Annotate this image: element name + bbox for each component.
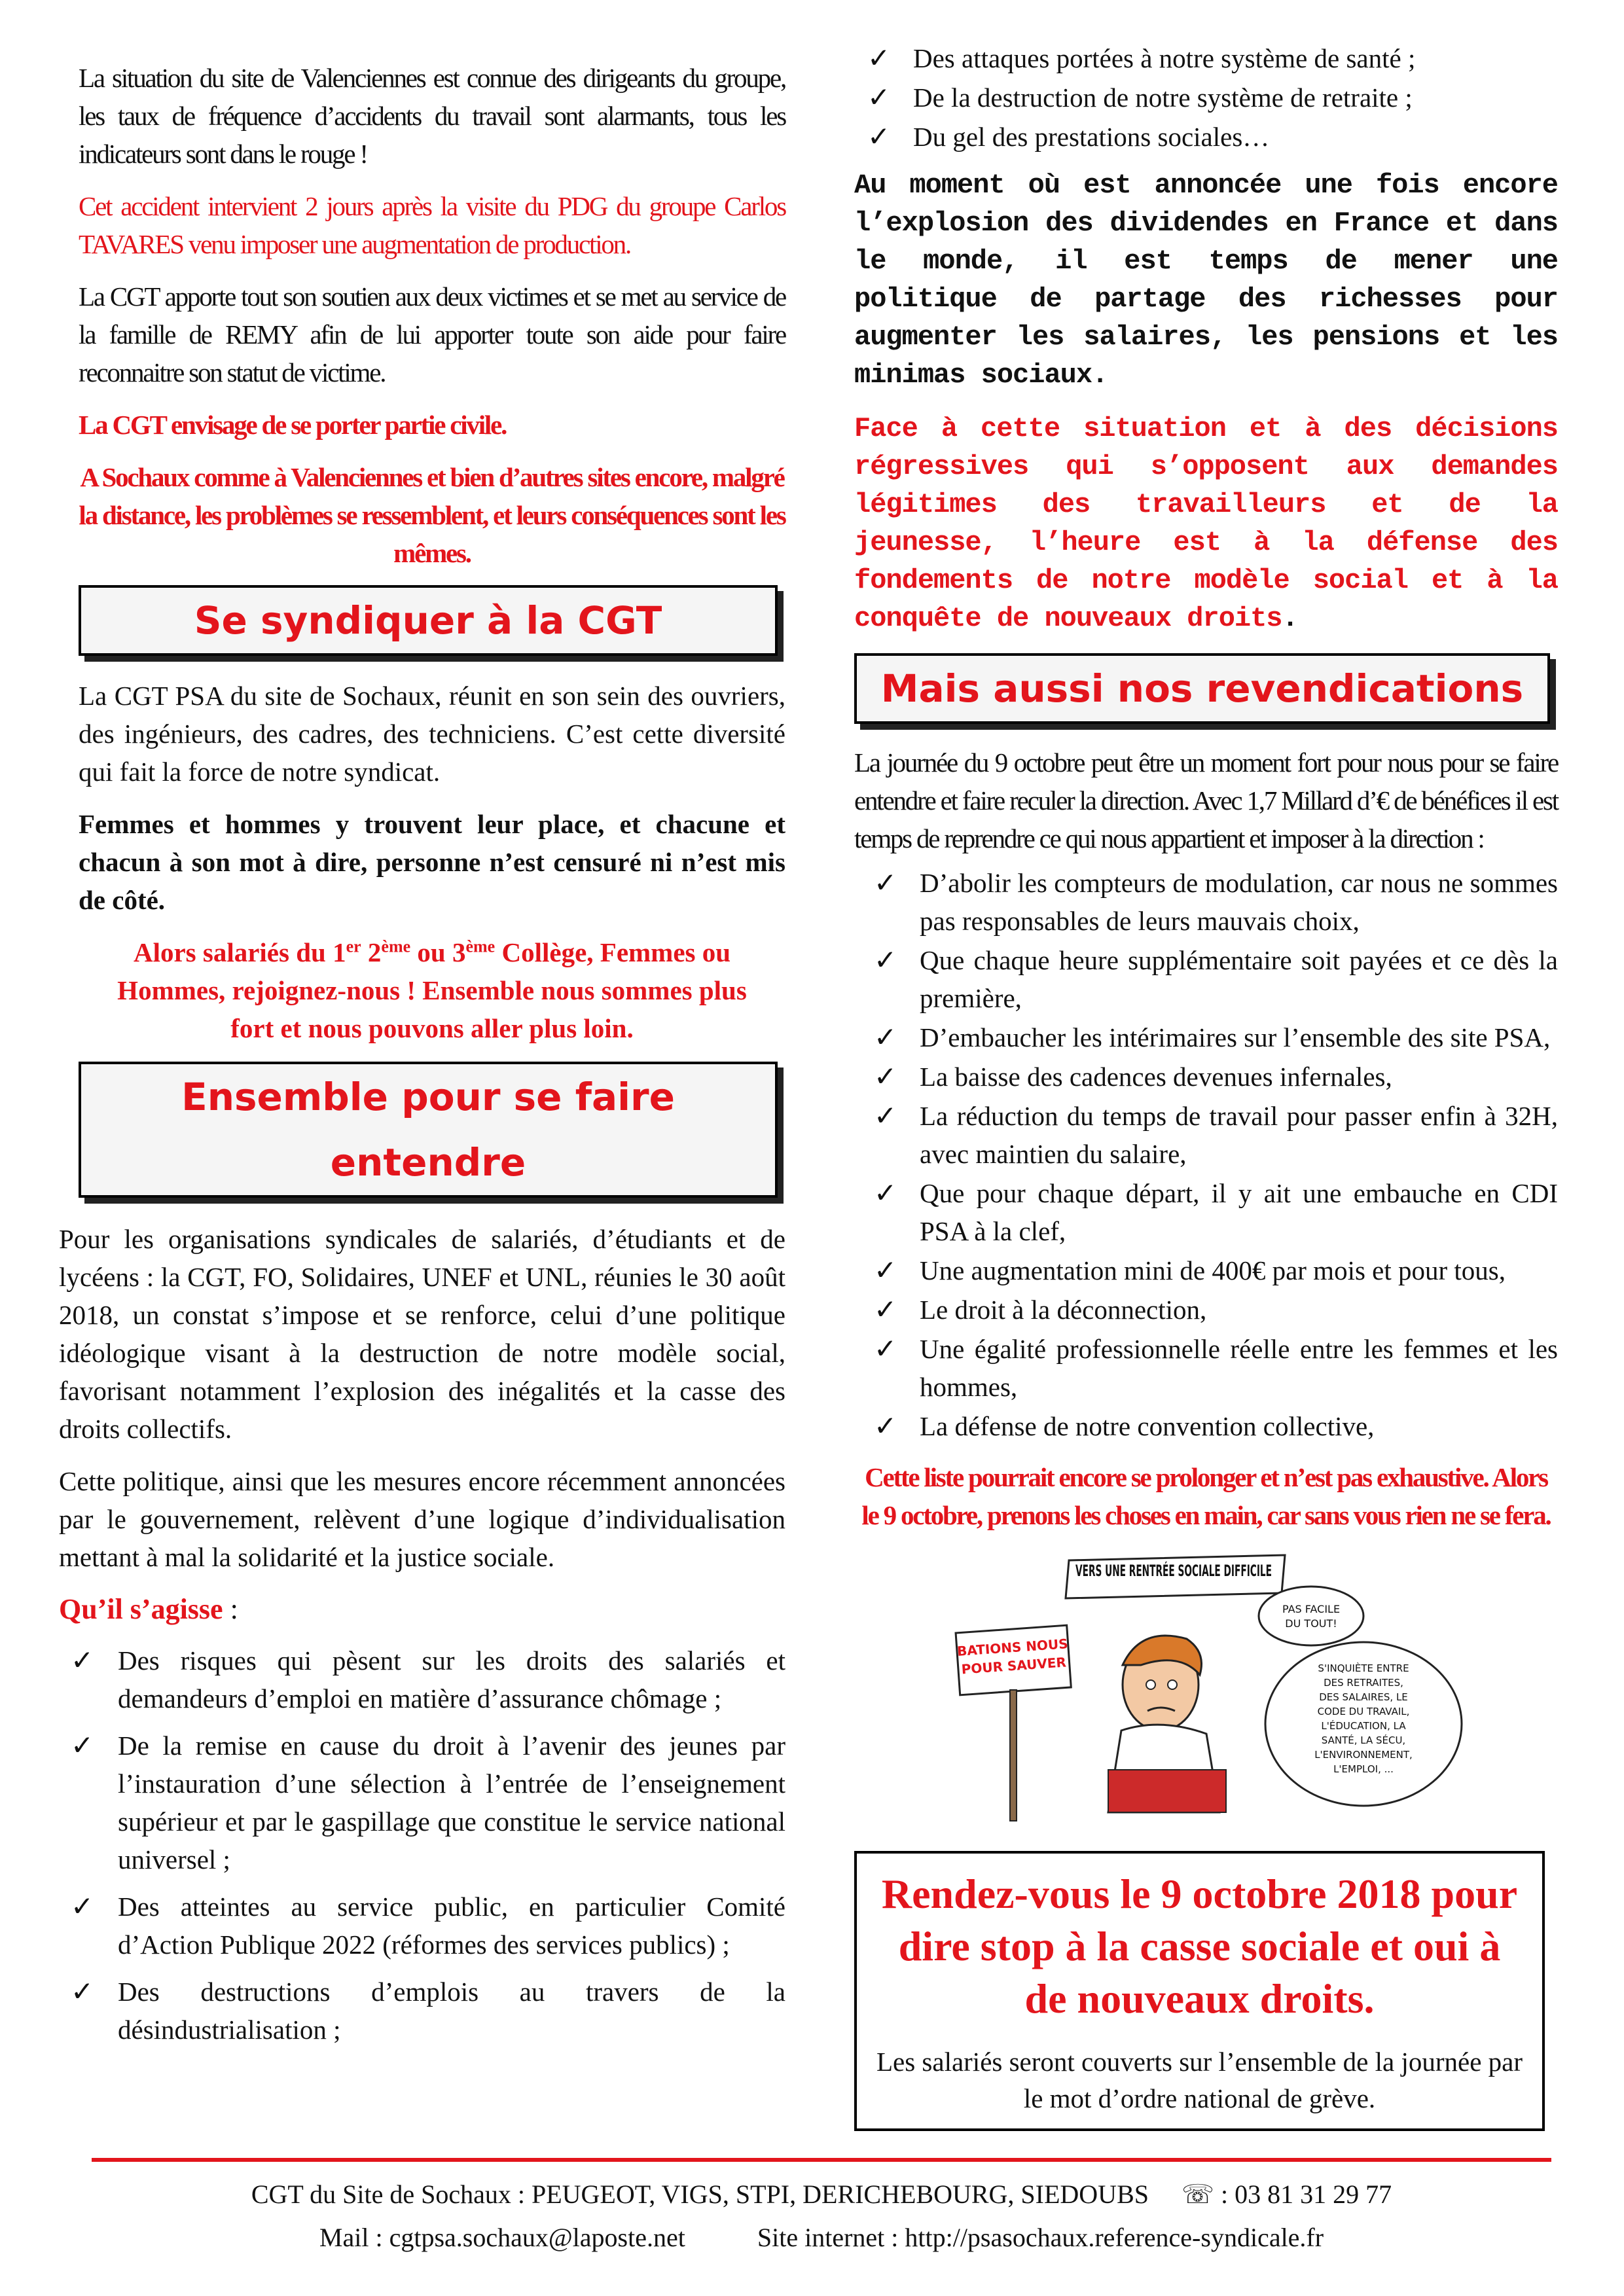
cartoon-banner-text: VERS UNE RENTRÉE SOCIALE DIFFICILE — [1075, 1562, 1420, 1580]
revendication-item-text: La défense de notre convention collective, — [920, 1411, 1375, 1441]
footer-org: CGT du Site de Sochaux : PEUGEOT, VIGS, STPI, DERICHEBOURG, SIEDOUBS — [251, 2179, 1149, 2209]
quil-heading — [59, 1590, 785, 1628]
syndiquer-paragraph: La CGT PSA du site de Sochaux, réunit en son sein des ouvriers, des ingénieurs, des cadres, des techniciens. C’est cette diversité qui fait la force de notre syndicat. — [79, 681, 785, 787]
cartoon-image — [945, 1554, 1468, 1829]
footer-mail[interactable]: Mail : cgtpsa.sochaux@laposte.net — [319, 2223, 685, 2252]
right-column — [854, 39, 1558, 2131]
top-item-text: Des attaques portées à notre système de santé ; — [913, 43, 1416, 73]
cartoon-bubble-small — [1259, 1587, 1363, 1645]
revendication-item — [861, 864, 1558, 940]
liste-paragraph: Cette liste pourrait encore se prolonger et n’est pas exhaustive. Alors le 9 octobre, prenons les choses en main, car sans vous rien ne se fera. — [861, 1462, 1551, 1530]
revendication-item — [861, 1097, 1558, 1173]
footer-line-1 — [92, 2173, 1551, 2216]
cartoon-character — [1108, 1636, 1226, 1812]
check-icon: ✓ — [874, 1100, 897, 1132]
rendez-vous-box — [854, 1851, 1545, 2131]
top-item-text: Du gel des prestations sociales… — [913, 122, 1270, 152]
check-icon: ✓ — [874, 944, 897, 976]
check-icon: ✓ — [71, 1729, 94, 1761]
revendication-item-text: La baisse des cadences devenues infernales, — [920, 1062, 1392, 1092]
call-text-c: ou 3 — [410, 937, 466, 967]
bubble-small-line1: PAS FACILE — [1282, 1603, 1340, 1615]
quil-item-text: Des risques qui pèsent sur les droits des salariés et demandeurs d’emploi en matière d’assurance chômage ; — [118, 1645, 785, 1713]
intro-paragraph: La situation du site de Valenciennes est connue des dirigeants du groupe, les taux de fréquence d’accidents du travail sont alarmants, tous les indicateurs sont dans le rouge ! — [79, 63, 785, 169]
top-list — [854, 39, 1558, 156]
call-sup-3: ème — [465, 937, 496, 956]
top-item — [854, 79, 1558, 117]
revendication-item-text: Le droit à la déconnection, — [920, 1295, 1207, 1325]
quil-colon: : — [223, 1593, 238, 1625]
revendication-item-text: Une augmentation mini de 400€ par mois et pour tous, — [920, 1255, 1506, 1285]
top-item — [854, 39, 1558, 77]
revendication-item-text: D’abolir les compteurs de modulation, car nous ne sommes pas responsables de leurs mauvais choix, — [920, 868, 1558, 936]
bubble-big-line7: L'ENVIRONNEMENT, — [1314, 1749, 1413, 1761]
cartoon-banner — [1066, 1555, 1420, 1598]
quil-item — [59, 1641, 785, 1717]
sochaux-paragraph: A Sochaux comme à Valenciennes et bien d’autres sites encore, malgré la distance, les problèmes se ressemblent, et leurs conséquences sont les mêmes. — [79, 462, 785, 568]
call-sup-2: ème — [381, 937, 411, 956]
bubble-big-line3: DES SALAIRES, LE — [1318, 1691, 1408, 1703]
revendication-item-text: Une égalité professionnelle réelle entre les femmes et les hommes, — [920, 1334, 1558, 1402]
check-icon: ✓ — [71, 1644, 94, 1676]
face-text: Face à cette situation et à des décisions régressives qui s’opposent aux demandes légitimes des travailleurs et de la jeunesse, l’heure est à la défense des fondements de notre modèle social et à la conquête de nouveaux droits — [854, 413, 1558, 634]
syndiquer-call — [79, 933, 785, 1047]
revendication-item-text: Que chaque heure supplémentaire soit payées et ce dès la première, — [920, 945, 1558, 1013]
revendication-item — [861, 1291, 1558, 1329]
footer — [92, 2173, 1551, 2259]
check-icon: ✓ — [867, 120, 891, 152]
bubble-big-line6: SANTÉ, LA SÉCU, — [1321, 1734, 1405, 1746]
revendication-item-text: La réduction du temps de travail pour passer enfin à 32H, avec maintien du salaire, — [920, 1101, 1558, 1169]
cartoon-bubble-big — [1265, 1642, 1462, 1806]
check-icon: ✓ — [874, 1177, 897, 1209]
quil-item-text: De la remise en cause du droit à l’avenir des jeunes par l’instauration d’une sélection à l’entrée de l’enseignement supérieur et par le gaspillage que constitue le service national universel ; — [118, 1731, 785, 1874]
call-text-b: 2 — [361, 937, 382, 967]
rendez-vous-subtitle: Les salariés seront couverts sur l’ensemble de la journée par le mot d’ordre national de grève. — [876, 2047, 1523, 2113]
check-icon: ✓ — [71, 1890, 94, 1922]
revendication-item — [861, 1407, 1558, 1445]
telephone-icon: ☏ — [1182, 2179, 1215, 2209]
revendication-item — [861, 1058, 1558, 1096]
call-text-d: Collège, Femmes ou Hommes, rejoignez-nous ! Ensemble nous sommes plus fort et nous pouvons aller plus loin. — [117, 937, 747, 1043]
bubble-big-line4: CODE DU TRAVAIL, — [1317, 1706, 1409, 1717]
bubble-big-line8: L'EMPLOI, ... — [1333, 1763, 1394, 1775]
politique-paragraph: Cette politique, ainsi que les mesures encore récemment annoncées par le gouvernement, relèvent d’une logique d’individualisation mettant à mal la solidarité et la justice sociale. — [59, 1466, 785, 1572]
soutien-paragraph: La CGT apporte tout son soutien aux deux victimes et se met au service de la famille de REMY afin de lui apporter toute son aide pour faire reconnaitre son statut de victime. — [79, 281, 785, 387]
rendez-vous-title: Rendez-vous le 9 octobre 2018 pour dire stop à la casse sociale et oui à de nouveaux droits. — [881, 1871, 1518, 2022]
quil-item-text: Des destructions d’emplois au travers de la désindustrialisation ; — [118, 1977, 785, 2045]
left-column — [59, 59, 785, 2062]
revendications-heading: Mais aussi nos revendications — [854, 653, 1550, 724]
check-icon: ✓ — [874, 1060, 897, 1092]
quil-item — [59, 1888, 785, 1964]
revendication-item — [861, 1018, 1558, 1056]
footer-divider — [92, 2158, 1551, 2162]
partie-civile-paragraph: La CGT envisage de se porter partie civile. — [79, 410, 507, 440]
bubble-small-line2: DU TOUT! — [1284, 1617, 1337, 1630]
revendication-item — [861, 1251, 1558, 1289]
quil-item-text: Des atteintes au service public, en particulier Comité d’Action Publique 2022 (réformes des services publics) ; — [118, 1892, 785, 1960]
quil-item — [59, 1973, 785, 2049]
footer-site[interactable]: Site internet : http://psasochaux.reference-syndicale.fr — [757, 2223, 1324, 2252]
quil-label: Qu’il s’agisse — [59, 1593, 223, 1625]
check-icon: ✓ — [874, 1021, 897, 1053]
quil-item — [59, 1727, 785, 1878]
revendication-item — [861, 1330, 1558, 1406]
check-icon: ✓ — [874, 1410, 897, 1442]
footer-phone: : 03 81 31 29 77 — [1214, 2179, 1392, 2209]
top-item-text: De la destruction de notre système de retraite ; — [913, 82, 1413, 113]
face-end: . — [1282, 603, 1298, 634]
cartoon-sign-line1: BATIONS NOUS — [956, 1636, 1068, 1659]
revendication-item — [861, 1174, 1558, 1250]
check-icon: ✓ — [874, 1254, 897, 1286]
check-icon: ✓ — [874, 1333, 897, 1365]
footer-line-2 — [92, 2216, 1551, 2259]
ensemble-paragraph: Pour les organisations syndicales de salariés, d’étudiants et de lycéens : la CGT, FO, Solidaires, UNEF et UNL, réunies le 30 août 2018, un constat s’impose et se renforce, celui d’une politique idéologique visant à la destruction de notre modèle social, favorisant notamment l’explosion des inégalités et la casse des droits collectifs. — [59, 1224, 785, 1444]
check-icon: ✓ — [874, 1293, 897, 1325]
ensemble-heading: Ensemble pour se faire entendre — [79, 1062, 778, 1198]
call-text-a: Alors salariés du 1 — [133, 937, 346, 967]
bubble-big-line1: S'INQUIÈTE ENTRE — [1317, 1662, 1409, 1674]
check-icon: ✓ — [874, 867, 897, 899]
syndiquer-femmes-paragraph: Femmes et hommes y trouvent leur place, et chacune et chacun à son mot à dire, personne n’est censuré ni n’est mis de côté. — [79, 809, 785, 915]
journee-paragraph: La journée du 9 octobre peut être un moment fort pour nous pour se faire entendre et faire reculer la direction. Avec 1,7 Millard d’€ de bénéfices il est temps de reprendre ce qui nous appartient et imposer à la direction : — [854, 747, 1558, 853]
dividendes-paragraph: Au moment où est annoncée une fois encore l’explosion des dividendes en France et dans le monde, il est temps de mener une politique de partage des richesses pour augmenter les salaires, les pensions et les minimas sociaux. — [854, 170, 1558, 391]
face-paragraph — [854, 410, 1558, 637]
quil-list — [59, 1641, 785, 2049]
call-sup-1: er — [346, 937, 361, 956]
top-item — [854, 118, 1558, 156]
syndiquer-heading: Se syndiquer à la CGT — [79, 585, 778, 656]
revendication-item-text: D’embaucher les intérimaires sur l’ensemble des site PSA, — [920, 1022, 1551, 1052]
cartoon-sign — [956, 1625, 1071, 1821]
cartoon-sign-line2: POUR SAUVER — [960, 1654, 1067, 1677]
check-icon: ✓ — [867, 42, 891, 74]
bubble-big-line2: DES RETRAITES, — [1323, 1677, 1403, 1689]
accident-paragraph: Cet accident intervient 2 jours après la visite du PDG du groupe Carlos TAVARES venu imposer une augmentation de production. — [79, 191, 785, 259]
check-icon: ✓ — [71, 1975, 94, 2007]
revendication-item — [861, 941, 1558, 1017]
bubble-big-line5: L'ÉDUCATION, LA — [1320, 1720, 1406, 1732]
check-icon: ✓ — [867, 81, 891, 113]
revendication-item-text: Que pour chaque départ, il y ait une embauche en CDI PSA à la clef, — [920, 1178, 1558, 1246]
revendications-list — [861, 864, 1558, 1445]
